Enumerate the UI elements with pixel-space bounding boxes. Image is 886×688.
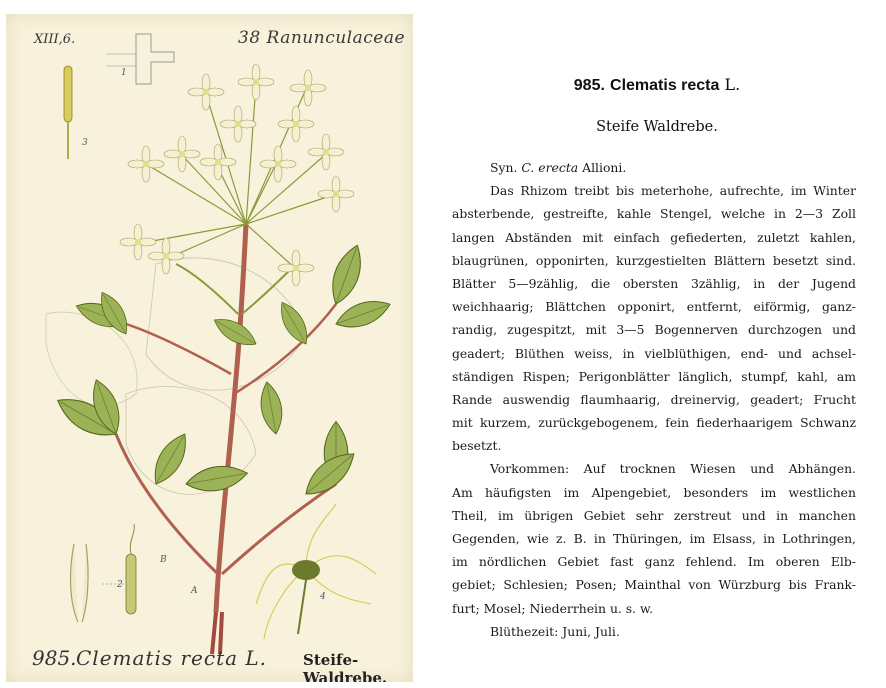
occurrence-line: Vorkommen: Auf trocknen Wiesen und Abhängen. bbox=[490, 461, 856, 477]
description-line: Das Rhizom treibt bis meterhohe, aufrechte, im Winter bbox=[490, 183, 856, 199]
figure-label: A bbox=[191, 586, 198, 596]
occurrence-line: gebiet; Schlesien; Posen; Mainthal von Würzburg bis Frank- bbox=[452, 577, 856, 593]
plate-family-name: 38 Ranunculaceae bbox=[238, 28, 406, 48]
description-line: geadert; Blüthen weiss, in vielblüthigen, end- und achsel- bbox=[452, 345, 856, 361]
plate-caption-number: 985. bbox=[32, 646, 77, 670]
figure-label: 2 bbox=[117, 580, 123, 590]
description-line: langen Abständen mit einfach gefiederten, zuletzt kahlen, bbox=[452, 229, 856, 245]
synonym-prefix: Syn. bbox=[490, 160, 518, 175]
description-line: weichhaarig; Blättchen opponirt, entfernt, eiförmig, ganz- bbox=[452, 299, 856, 315]
description-line: blaugrünen, opponirten, kurzgestielten Blättern besetzt sind. bbox=[452, 252, 856, 268]
plant-illustration bbox=[6, 14, 413, 682]
description-line: Blätter 5—9zählig, die obersten 3zählig, in der Jugend bbox=[452, 275, 856, 291]
description-line: ständigen Rispen; Perigonblätter länglich, stumpf, kahl, am bbox=[452, 368, 856, 384]
occurrence-line: im nördlichen Gebiet fast ganz fehlend. Im oberen Elb- bbox=[452, 554, 856, 570]
synonym-name: C. erecta bbox=[521, 160, 579, 175]
plate-caption-species: Clematis recta L. bbox=[76, 646, 268, 670]
botanical-plate bbox=[6, 14, 413, 682]
plate-caption-common-name: Steife-Waldrebe. bbox=[303, 651, 388, 682]
occurrence-line: Gegenden, wie z. B. in Thüringen, im Elsass, in Lothringen, bbox=[452, 531, 856, 546]
synonym-line bbox=[452, 156, 856, 179]
flowering-time: Blüthezeit: Juni, Juli. bbox=[490, 623, 620, 639]
synonym-author: Allioni. bbox=[582, 160, 627, 175]
figure-label: B bbox=[160, 555, 167, 565]
figure-label: 3 bbox=[82, 138, 88, 148]
description-line: mit kurzem, zurückgebogenem, fein fiederhaarigem Schwanz bbox=[452, 415, 856, 431]
description-line: absterbende, gestreifte, kahle Stengel, welche in 2—3 Zoll bbox=[452, 206, 856, 222]
plate-volume-number: XIII,6. bbox=[34, 32, 76, 47]
occurrence-line: Am häufigsten im Alpengebiet, besonders im westlichen bbox=[452, 484, 856, 500]
species-number: 985. bbox=[573, 77, 605, 94]
figure-label: 4 bbox=[320, 592, 326, 602]
occurrence-line: furt; Mosel; Niederrhein u. s. w. bbox=[452, 600, 654, 616]
species-author: L. bbox=[724, 75, 741, 94]
description-line: besetzt. bbox=[452, 438, 502, 454]
description-line: randig, zugespitzt, mit 3—5 Bogennerven durchzogen und bbox=[452, 322, 856, 338]
species-description bbox=[452, 156, 856, 643]
species-name: Clematis recta bbox=[610, 77, 720, 94]
description-line: Rande auswendig flaumhaarig, dreinervig, geadert; Frucht bbox=[452, 391, 856, 407]
occurrence-line: Theil, im übrigen Gebiet sehr zerstreut und in manchen bbox=[452, 507, 856, 523]
common-name: Steife Waldrebe. bbox=[596, 119, 718, 135]
species-heading bbox=[452, 75, 862, 95]
figure-label: 1 bbox=[121, 68, 127, 78]
